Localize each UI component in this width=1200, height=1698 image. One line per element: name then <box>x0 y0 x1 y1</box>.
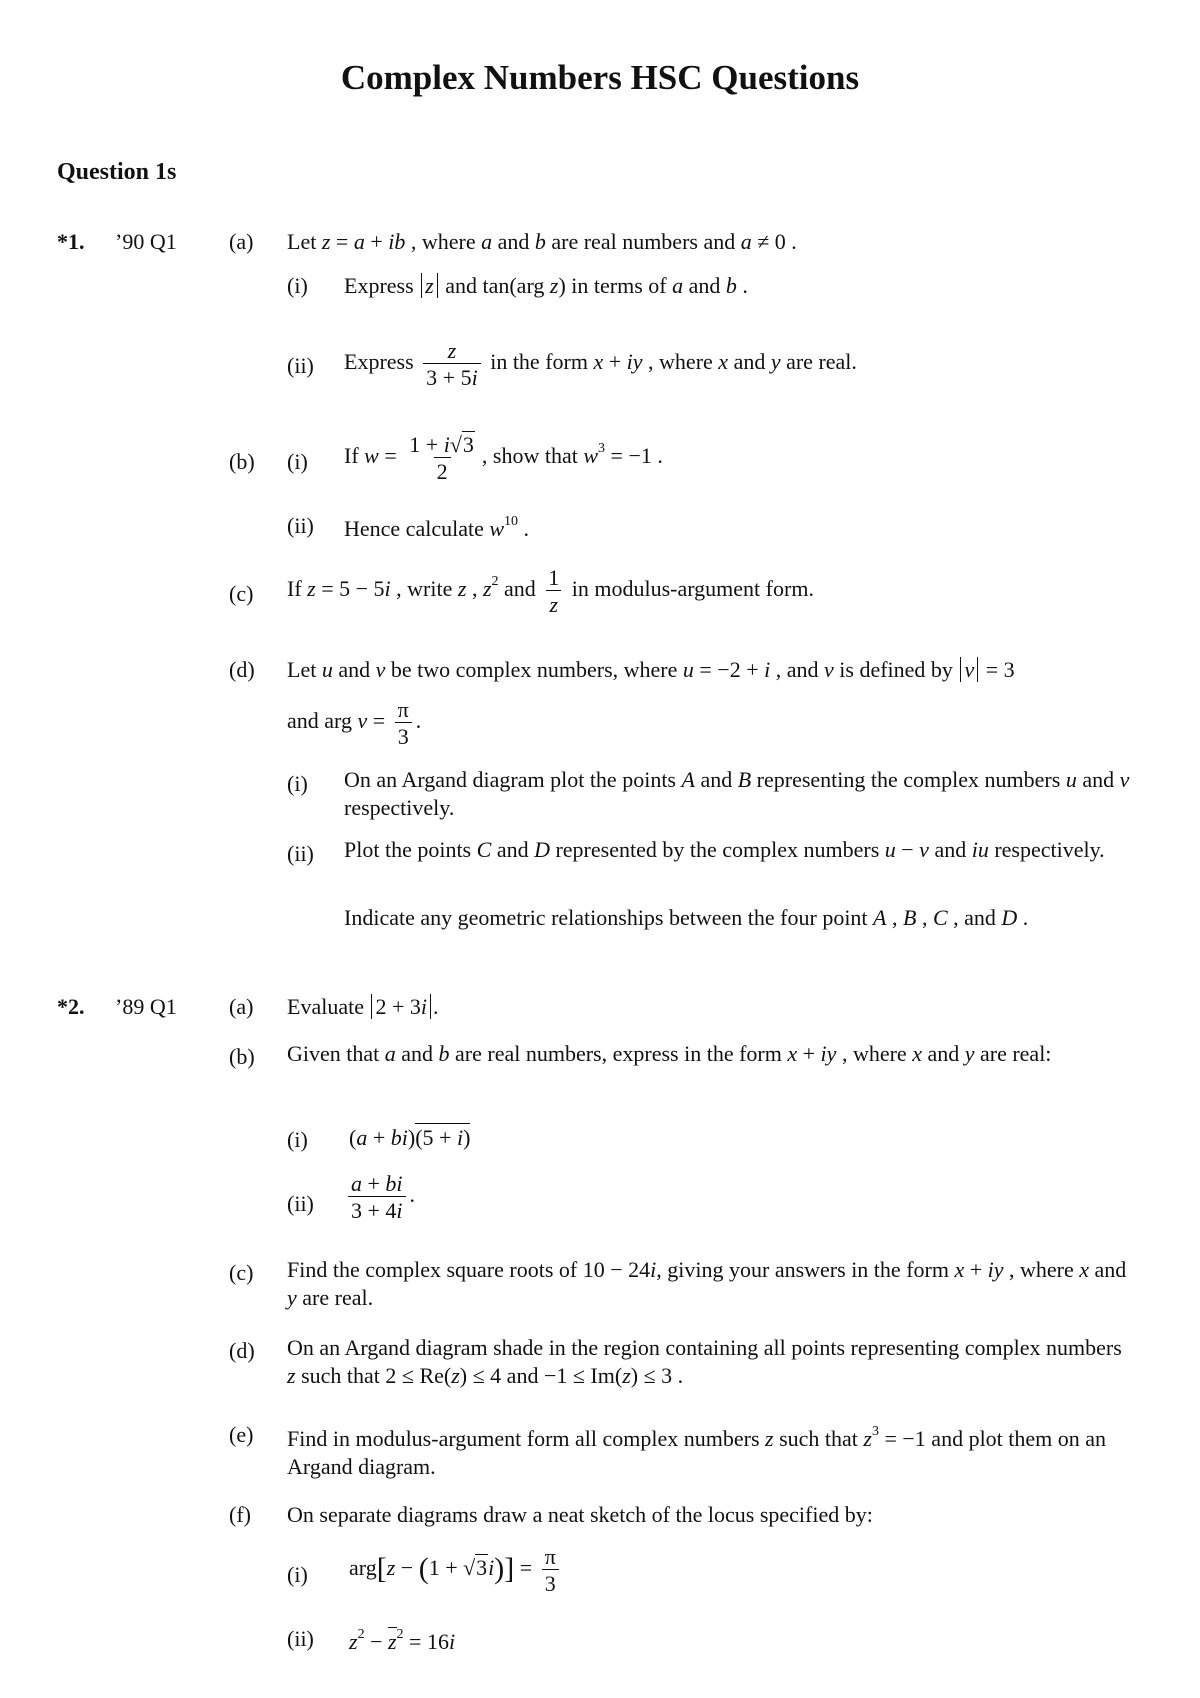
q1-b-i-label: (i) <box>287 449 308 474</box>
q2-a-label: (a) <box>229 994 254 1019</box>
q2-f-ii-label: (ii) <box>287 1626 314 1651</box>
q2-b-ii-label: (ii) <box>287 1191 314 1216</box>
q2-f-i-expr: arg[z − (1 + √3i)] = $\frac{\pi}{3}$ <box>349 1545 563 1595</box>
q1-a-label: (a) <box>229 229 254 254</box>
q1-d-ii-extra-lead: Indicate any geometric relationships between the four point <box>344 905 868 930</box>
q2-c-lead: Find the complex square roots of <box>287 1257 578 1282</box>
q1-d-i-text: On an Argand diagram plot the points A and B representing the complex numbers u and v respectively. <box>344 767 1130 820</box>
q1-a-i-lead: Express <box>344 273 414 298</box>
q1-a-i-label: (i) <box>287 273 308 298</box>
q1-d-label: (d) <box>229 657 255 682</box>
q2-a-lead: Evaluate <box>287 994 364 1019</box>
q1-d-ii-text: Plot the points C and D represented by the complex numbers u − v and iu respectively. <box>344 837 1105 862</box>
q1-a-text: Let z = a + ib , where a and b are real numbers and a ≠ 0 . <box>287 229 797 254</box>
question-2-source: ’89 Q1 <box>115 994 177 1019</box>
q1-d-ii-lead: Plot the points <box>344 837 472 862</box>
q2-b-i-expr: (a + bi)(5 + i) <box>349 1125 471 1150</box>
q2-f-i-label: (i) <box>287 1562 308 1587</box>
q2-d-label: (d) <box>229 1338 255 1363</box>
question-1-source: ’90 Q1 <box>115 229 177 254</box>
q2-a-text: Evaluate 2 + 3i . <box>287 994 439 1019</box>
q1-d-text-cont: and arg v = $\frac{\pi}{3}$ . <box>287 697 422 750</box>
q2-f-text: On separate diagrams draw a neat sketch of the locus specified by: <box>287 1502 873 1527</box>
q1-c-text: If z = 5 − 5i , write z , $z^2$ and $\frac{1}{z}$ in modulus-argument form. <box>287 565 814 618</box>
q2-c-text: Find the complex square roots of 10 − 24i, giving your answers in the form x + iy , where x and y are real. <box>287 1257 1127 1310</box>
q1-b-label: (b) <box>229 449 255 474</box>
q2-b-text: Given that a and b are real numbers, express in the form x + iy , where x and y are real: <box>287 1041 1052 1066</box>
q1-a-ii-text: Express $\frac{z}{3 + 5i}$ in the form x + iy , where x and y are real. <box>344 338 857 391</box>
q1-d-i-lead: On an Argand diagram plot the points <box>344 767 676 792</box>
section-heading: Question 1s <box>57 159 177 185</box>
q1-a-i-text: Express z and tan(arg z) in terms of a and b . <box>344 273 748 298</box>
q1-a-ii-lead: Express <box>344 349 414 375</box>
q1-b-i-text: If w = $\frac{1 + i√3}{2}$ , show that $w^3 = -1$ . <box>344 432 663 485</box>
q1-b-ii-text: Hence calculate $w^{10}$ . <box>344 514 530 541</box>
question-1-number: *1. <box>57 229 85 254</box>
q2-b-lead: Given that <box>287 1041 380 1066</box>
q1-b-ii-label: (ii) <box>287 513 314 538</box>
q2-b-i-label: (i) <box>287 1127 308 1152</box>
q2-c-label: (c) <box>229 1260 254 1285</box>
q2-f-label: (f) <box>229 1502 251 1527</box>
page-title: Complex Numbers HSC Questions <box>340 58 860 97</box>
q2-b-label: (b) <box>229 1044 255 1069</box>
q2-e-label: (e) <box>229 1422 254 1447</box>
q1-a-ii-label: (ii) <box>287 353 314 378</box>
q2-b-ii-expr: $\frac{a + bi}{3 + 4i}$ . <box>344 1172 415 1222</box>
q1-d-ii-extra: Indicate any geometric relationships between the four point A , B , C , and D . <box>344 905 1029 930</box>
q1-b-ii-lead: Hence calculate <box>344 516 484 541</box>
q1-c-label: (c) <box>229 581 254 606</box>
q2-f-ii-expr: $z^2 - z^2 = 16i$ <box>349 1627 456 1654</box>
q2-e-lead: Find in modulus-argument form all complex numbers <box>287 1426 760 1451</box>
q1-d-ii-label: (ii) <box>287 841 314 866</box>
question-2-number: *2. <box>57 994 85 1019</box>
q1-d-i-label: (i) <box>287 771 308 796</box>
q1-d-text: Let u and v be two complex numbers, where u = −2 + i , and v is defined by v = 3 <box>287 657 1015 682</box>
q2-e-text: Find in modulus-argument form all complex numbers z such that $z^3 = -1$ and plot them on an Argand diagram. <box>287 1424 1107 1479</box>
q2-d-lead: On an Argand diagram shade in the region containing all points representing complex numbers <box>287 1335 1122 1360</box>
q2-d-text: On an Argand diagram shade in the region containing all points representing complex numbers z such that 2 ≤ Re(z) ≤ 4 and −1 ≤ Im(z) ≤ 3 . <box>287 1335 1122 1388</box>
